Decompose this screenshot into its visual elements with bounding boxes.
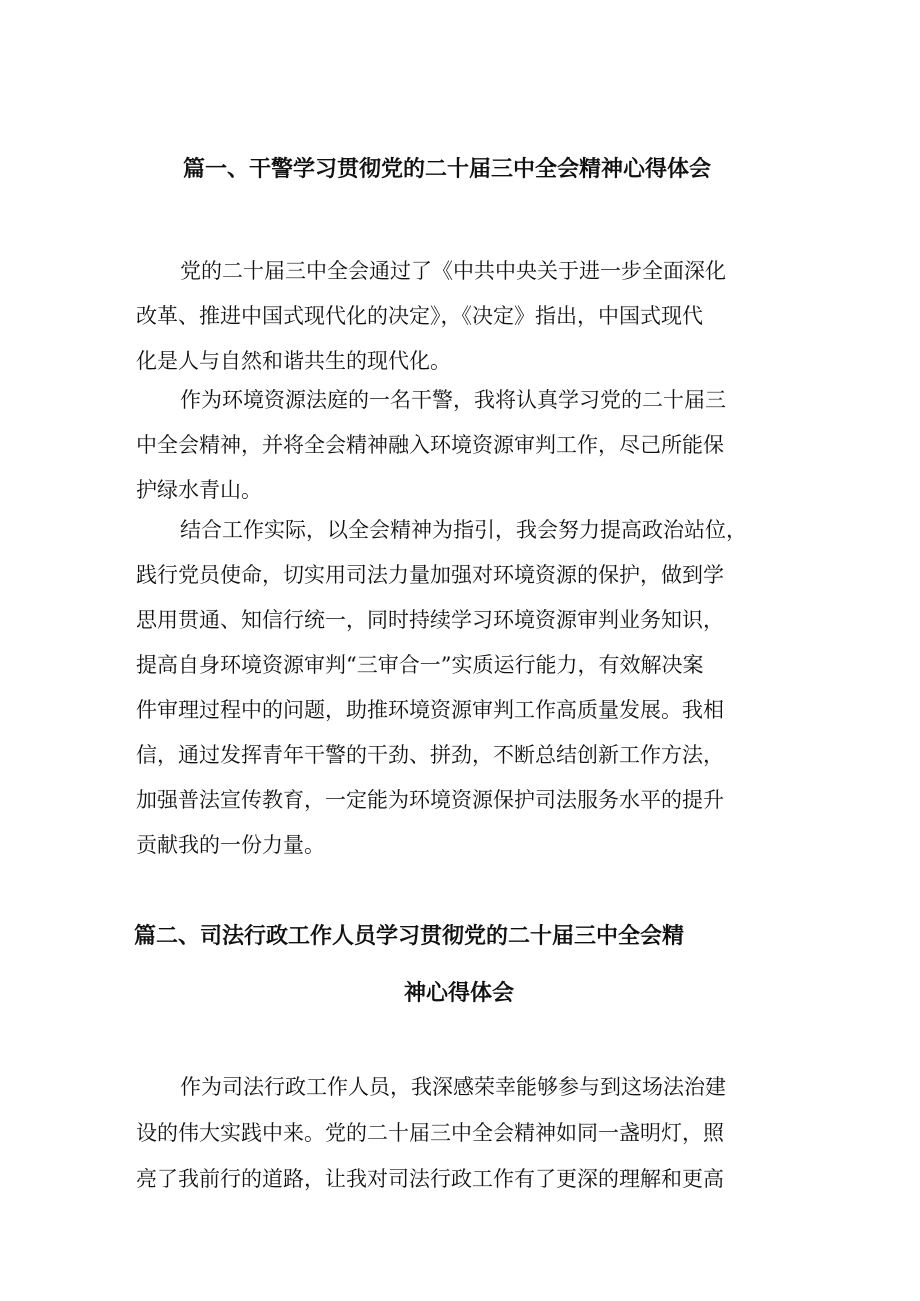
text-line: 作为司法行政工作人员，我深感荣幸能够参与到这场法治建 xyxy=(180,1075,726,1099)
text-line: 信，通过发挥青年干警的干劲、拼劲，不断总结创新工作方法， xyxy=(136,743,724,767)
text-line: 件审理过程中的问题，助推环境资源审判工作高质量发展。我相 xyxy=(136,698,724,722)
text-line: 设的伟大实践中来。党的二十届三中全会精神如同一盏明灯，照 xyxy=(136,1121,724,1145)
text-line: 贡献我的一份力量。 xyxy=(136,833,325,857)
text-line: 加强普法宣传教育，一定能为环境资源保护司法服务水平的提升 xyxy=(136,788,724,812)
section2-title-line-2: 神心得体会 xyxy=(404,981,515,1006)
section1-paragraph-3 xyxy=(136,518,786,857)
text-line: 作为环境资源法庭的一名干警，我将认真学习党的二十届三 xyxy=(180,388,726,412)
section1-title: 篇一、干警学习贯彻党的二十届三中全会精神心得体会 xyxy=(183,157,712,182)
text-line: 化是人与自然和谐共生的现代化。 xyxy=(136,349,451,373)
text-line: 提高自身环境资源审判“三审合一”实质运行能力，有效解决案 xyxy=(136,653,704,677)
text-line: 思用贯通、知信行统一，同时持续学习环境资源审判业务知识， xyxy=(136,608,724,632)
section2-title-line-1: 篇二、司法行政工作人员学习贯彻党的二十届三中全会精 xyxy=(134,924,685,949)
text-line: 党的二十届三中全会通过了《中共中央关于进一步全面深化 xyxy=(180,259,726,283)
text-line: 践行党员使命，切实用司法力量加强对环境资源的保护，做到学 xyxy=(136,563,724,587)
text-line: 结合工作实际，以全会精神为指引，我会努力提高政治站位， xyxy=(180,518,747,542)
section2-paragraph-1 xyxy=(136,1075,786,1191)
text-line: 改革、推进中国式现代化的决定》，《决定》指出，中国式现代 xyxy=(136,304,703,328)
text-line: 护绿水青山。 xyxy=(136,478,262,502)
text-line: 中全会精神，并将全会精神融入环境资源审判工作，尽己所能保 xyxy=(136,433,724,457)
text-line: 亮了我前行的道路，让我对司法行政工作有了更深的理解和更高 xyxy=(136,1167,724,1191)
section1-paragraph-1 xyxy=(136,261,786,371)
section1-paragraph-2 xyxy=(136,390,786,500)
